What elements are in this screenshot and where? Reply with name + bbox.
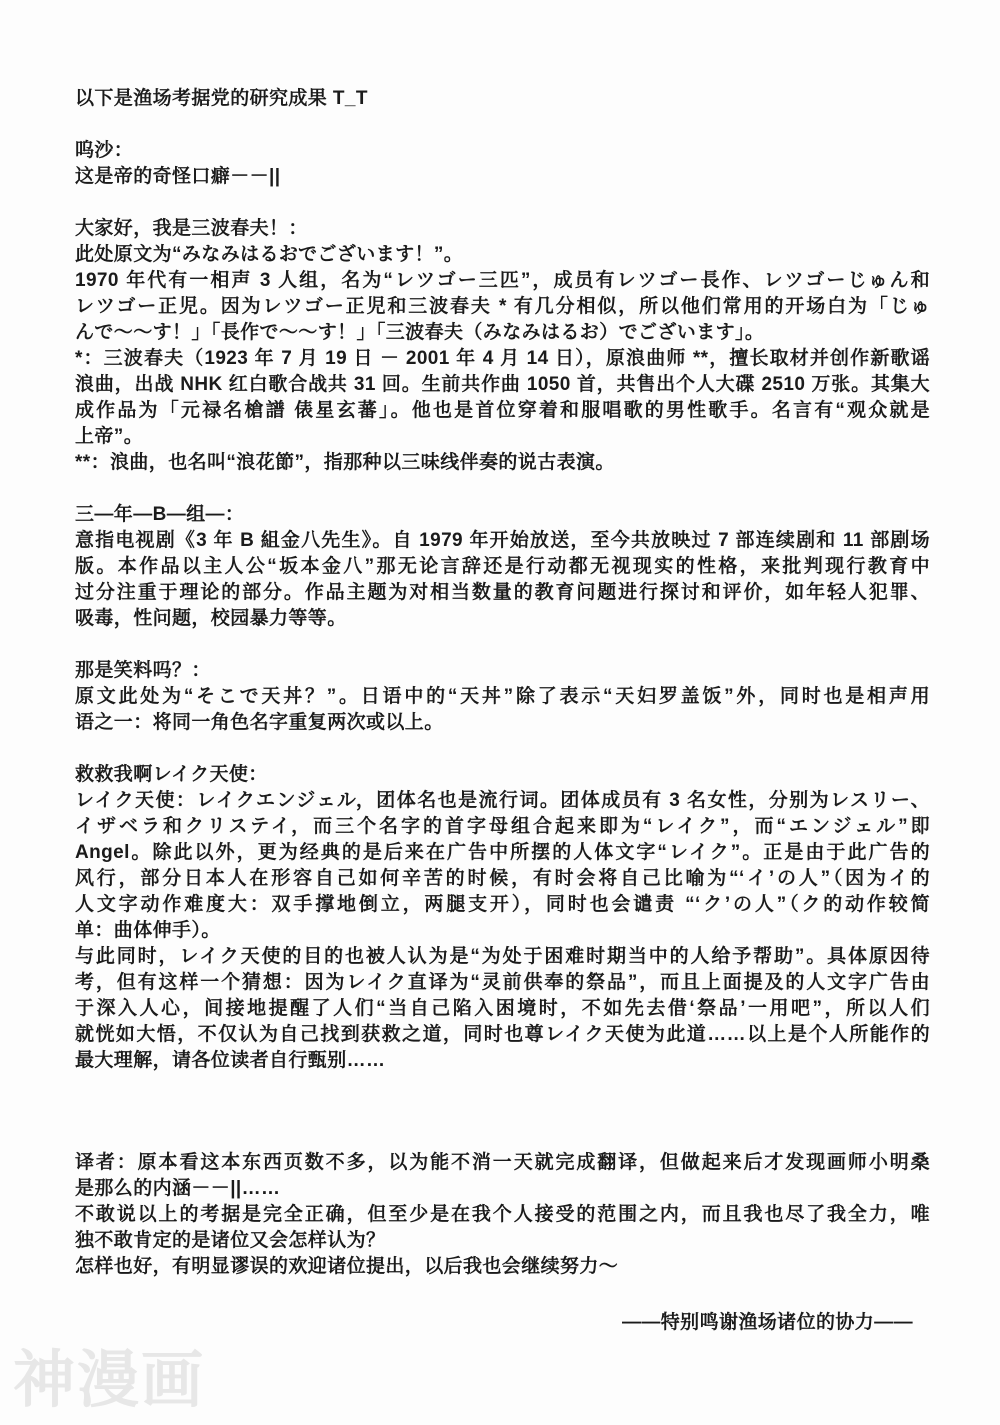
- text-line: レイク天使：レイクエンジェル，团体名也是流行词。团体成员有 3 名女性，分别为レスリー、: [75, 790, 930, 811]
- text-line: 三—年—B—组—：: [75, 504, 245, 525]
- text-line: 呜沙：: [75, 140, 134, 161]
- section-tendon: [75, 658, 930, 736]
- text-line: 以下是渔场考据党的研究成果 T_T: [75, 88, 368, 109]
- section-3-nen-b-gumi: [75, 502, 930, 632]
- text-line: レツゴー正児。因为レツゴー正児和三波春夫 * 有几分相似，所以他们常用的开场白为「じゅ: [75, 296, 930, 317]
- text-line: 原文此处为“そこで天丼？”。日语中的“天丼”除了表示“天妇罗盖饭”外，同时也是相声用: [75, 686, 930, 707]
- text-line: 考，但有这样一个猜想：因为レイク直译为“灵前供奉的祭品”，而且上面提及的人文字广告由: [75, 972, 930, 993]
- section-intro: [75, 86, 930, 112]
- text-line: 不敢说以上的考据是完全正确，但至少是在我个人接受的范围之内，而且我也尽了我全力，唯: [75, 1204, 930, 1225]
- text-line: 此处原文为“みなみはるおでございます！”。: [75, 244, 464, 265]
- text-line: 成作品为「元禄名槍譜 俵星玄蕃」。他也是首位穿着和服唱歌的男性歌手。名言有“观众就是: [75, 400, 930, 421]
- text-line: 吸毒，性问题，校园暴力等等。: [75, 608, 347, 629]
- text-line: 独不敢肯定的是诸位又会怎样认为？: [75, 1230, 386, 1251]
- text-line: 是那么的内涵－－||……: [75, 1178, 281, 1199]
- watermark: 神漫画: [13, 1346, 206, 1415]
- text-line: 单：曲体伸手）。: [75, 920, 221, 941]
- text-line: *：三波春夫（1923 年 7 月 19 日 － 2001 年 4 月 14 日），原浪曲师 **，擅长取材并创作新歌谣: [75, 348, 930, 369]
- text-line: イザベラ和クリステイ，而三个名字的首字母组合起来即为“レイク”，而“エンジェル”即: [75, 816, 930, 837]
- section-minami-haruo: [75, 216, 930, 476]
- text-line: 人文字动作难度大：双手撑地倒立，两腿支开），同时也会谴责 “‘ク’の人”（ク的动作较简: [75, 894, 930, 915]
- section-translator-note: [75, 1150, 930, 1280]
- document-body: [75, 86, 930, 1280]
- text-line: 意指电视剧《3 年 B 組金八先生》。自 1979 年开始放送，至今共放映过 7 部连续剧和 11 部剧场: [75, 530, 930, 551]
- text-line: 就恍如大悟，不仅认为自己找到获救之道，同时也尊レイク天使为此道……以上是个人所能作的: [75, 1024, 930, 1045]
- text-line: 于深入人心，间接地提醒了人们“当自己陷入困境时，不如先去借‘祭品’一用吧”，所以人们: [75, 998, 930, 1019]
- text-line: 怎样也好，有明显谬误的欢迎诸位提出，以后我也会继续努力～: [75, 1256, 619, 1277]
- text-line: 语之一：将同一角色名字重复两次或以上。: [75, 712, 444, 733]
- text-line: 那是笑料吗？：: [75, 660, 211, 681]
- text-line: 过分注重于理论的部分。作品主题为对相当数量的教育问题进行探讨和评价，如年轻人犯罪、: [75, 582, 930, 603]
- text-line: 浪曲，出战 NHK 红白歌合战共 31 回。生前共作曲 1050 首，共售出个人大碟 2510 万张。其集大: [75, 374, 930, 395]
- text-line: 这是帝的奇怪口癖－－||: [75, 166, 281, 187]
- text-line: **：浪曲，也名叫“浪花節”，指那种以三味线伴奏的说古表演。: [75, 452, 615, 473]
- text-line: 译者：原本看这本东西页数不多，以为能不消一天就完成翻译，但做起来后才发现画师小明桑: [75, 1152, 930, 1173]
- section-reiku-angel: [75, 762, 930, 1074]
- text-line: んで～～す！」「長作で～～す！」「三波春夫（みなみはるお）でございます」。: [75, 322, 765, 343]
- section-wusha: [75, 138, 930, 190]
- text-line: 救救我啊レイク天使：: [75, 764, 268, 785]
- text-line: 与此同时，レイク天使的目的也被人认为是“为处于困难时期当中的人给予帮助”。具体原因待: [75, 946, 930, 967]
- text-line: 大家好，我是三波春夫！：: [75, 218, 308, 239]
- text-line: 上帝”。: [75, 426, 144, 447]
- text-line: 1970 年代有一相声 3 人组，名为“レツゴー三匹”，成员有レツゴー長作、レツゴーじゅん和: [75, 270, 930, 291]
- text-line: 版。本作品以主人公“坂本金八”那无论言辞还是行动都无视现实的性格，来批判现行教育中: [75, 556, 930, 577]
- text-line: Angel。除此以外，更为经典的是后来在广告中所摆的人体文字“レイク”。正是由于此广告的: [75, 842, 930, 863]
- credits-line: ——特别鸣谢渔场诸位的协力——: [621, 1312, 913, 1333]
- text-line: 最大理解，请各位读者自行甄别……: [75, 1050, 386, 1071]
- text-line: 风行，部分日本人在形容自己如何辛苦的时候，有时会将自己比喻为“‘イ’の人”（因为イ的: [75, 868, 930, 889]
